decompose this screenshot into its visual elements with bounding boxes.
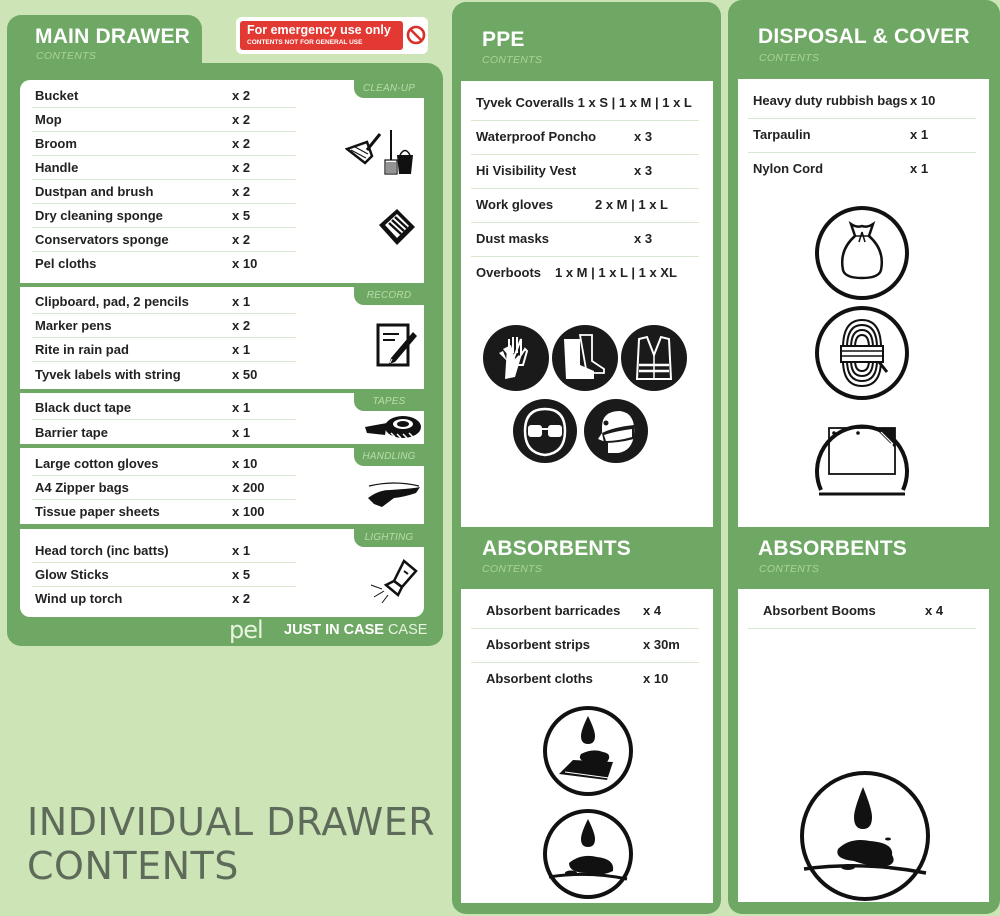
list-item: A4 Zipper bags x 200: [32, 476, 296, 500]
list-item: Clipboard, pad, 2 pencils x 1: [32, 290, 296, 314]
rope-coil-icon: [813, 304, 911, 402]
hi-vis-vest-icon: [621, 325, 687, 391]
section-tag-clean-up: CLEAN-UP: [354, 80, 424, 98]
absorbent-boom-spill-icon: [798, 769, 932, 903]
section-handling: [20, 448, 424, 524]
emergency-notice: [236, 17, 428, 54]
absorbent-pad-spill-icon: [541, 704, 635, 798]
list-item: Marker pens x 2: [32, 314, 296, 338]
clipboard-pencil-icon: [375, 322, 420, 370]
no-entry-icon: [406, 25, 426, 45]
list-item: Dry cleaning sponge x 5: [32, 204, 296, 228]
hand-holding-sheet-icon: [364, 480, 424, 510]
ppe-title: PPE: [482, 28, 525, 51]
list-item: Wind up torch x 2: [35, 591, 251, 606]
section-clean-up: [20, 80, 424, 283]
list-item: Absorbent Booms x 4: [748, 595, 976, 629]
disposal-title: DISPOSAL & COVER: [758, 25, 970, 48]
list-item: Pel cloths x 10: [35, 256, 258, 271]
list-item: Handle x 2: [32, 156, 296, 180]
page-title: INDIVIDUAL DRAWER CONTENTS: [27, 800, 436, 888]
list-item: Absorbent cloths x 10: [486, 671, 669, 686]
absorbents-right-subtitle: CONTENTS: [759, 563, 820, 575]
flashlight-icon: [368, 557, 423, 607]
list-item: Dustpan and brush x 2: [32, 180, 296, 204]
emergency-notice-line1: For emergency use only: [247, 23, 391, 37]
goggles-icon: [513, 399, 577, 463]
list-item: Glow Sticks x 5: [32, 563, 296, 587]
list-item: Tissue paper sheets x 100: [35, 504, 265, 519]
section-tag-record: RECORD: [354, 287, 424, 305]
absorbents-right-contents: [738, 589, 989, 902]
broom-mop-bucket-icon: [345, 128, 425, 178]
list-item: Nylon Cord x 1: [753, 161, 929, 176]
absorbent-strip-spill-icon: [541, 807, 635, 901]
absorbents-left-subtitle: CONTENTS: [482, 563, 543, 575]
tape-roll-icon: [363, 413, 425, 441]
main-drawer-title: MAIN DRAWER: [35, 25, 191, 48]
pel-logo: pel: [229, 616, 263, 644]
list-item: Tyvek Coveralls 1 x S | 1 x M | 1 x L: [471, 87, 699, 121]
ppe-contents: [461, 81, 713, 527]
section-lighting: [20, 529, 424, 617]
main-drawer-subtitle: CONTENTS: [36, 50, 97, 62]
section-tag-handling: HANDLING: [354, 448, 424, 466]
section-tag-lighting: LIGHTING: [354, 529, 424, 547]
tarpaulin-icon: [813, 404, 911, 500]
emergency-notice-line2: CONTENTS NOT FOR GENERAL USE: [247, 39, 363, 46]
disposal-contents: [738, 79, 989, 527]
list-item: Tarpaulin x 1: [748, 119, 976, 153]
ppe-subtitle: CONTENTS: [482, 54, 543, 66]
list-item: Dust masks x 3: [471, 223, 699, 257]
dust-mask-icon: [584, 399, 648, 463]
list-item: Hi Visibility Vest x 3: [471, 155, 699, 189]
section-tag-tapes: TAPES: [354, 393, 424, 411]
list-item: Mop x 2: [32, 108, 296, 132]
boots-icon: [552, 325, 618, 391]
rubbish-bag-icon: [813, 204, 911, 302]
list-item: Conservators sponge x 2: [32, 228, 296, 252]
list-item: Waterproof Poncho x 3: [471, 121, 699, 155]
absorbents-left-title: ABSORBENTS: [482, 537, 632, 560]
gloves-icon: [483, 325, 549, 391]
cleaning-cloth-icon: [375, 205, 420, 250]
list-item: Bucket x 2: [32, 84, 296, 108]
list-item: Work gloves 2 x M | 1 x L: [471, 189, 699, 223]
disposal-subtitle: CONTENTS: [759, 52, 820, 64]
list-item: Absorbent barricades x 4: [471, 595, 699, 629]
list-item: Broom x 2: [32, 132, 296, 156]
list-item: Absorbent strips x 30m: [471, 629, 699, 663]
emergency-notice-label: [240, 21, 403, 50]
list-item: Barrier tape x 1: [35, 425, 251, 440]
list-item: Rite in rain pad x 1: [32, 338, 296, 362]
section-record: [20, 287, 424, 389]
section-tapes: [20, 393, 424, 444]
list-item: Large cotton gloves x 10: [32, 452, 296, 476]
product-name: JUST IN CASE CASE: [284, 622, 428, 638]
absorbents-right-title: ABSORBENTS: [758, 537, 908, 560]
list-item: Heavy duty rubbish bags x 10: [748, 85, 976, 119]
list-item: Black duct tape x 1: [32, 396, 296, 420]
list-item: Head torch (inc batts) x 1: [32, 539, 296, 563]
list-item: Tyvek labels with string x 50: [35, 367, 258, 382]
absorbents-left-contents: [461, 589, 713, 903]
list-item: Overboots 1 x M | 1 x L | 1 x XL: [476, 265, 677, 280]
